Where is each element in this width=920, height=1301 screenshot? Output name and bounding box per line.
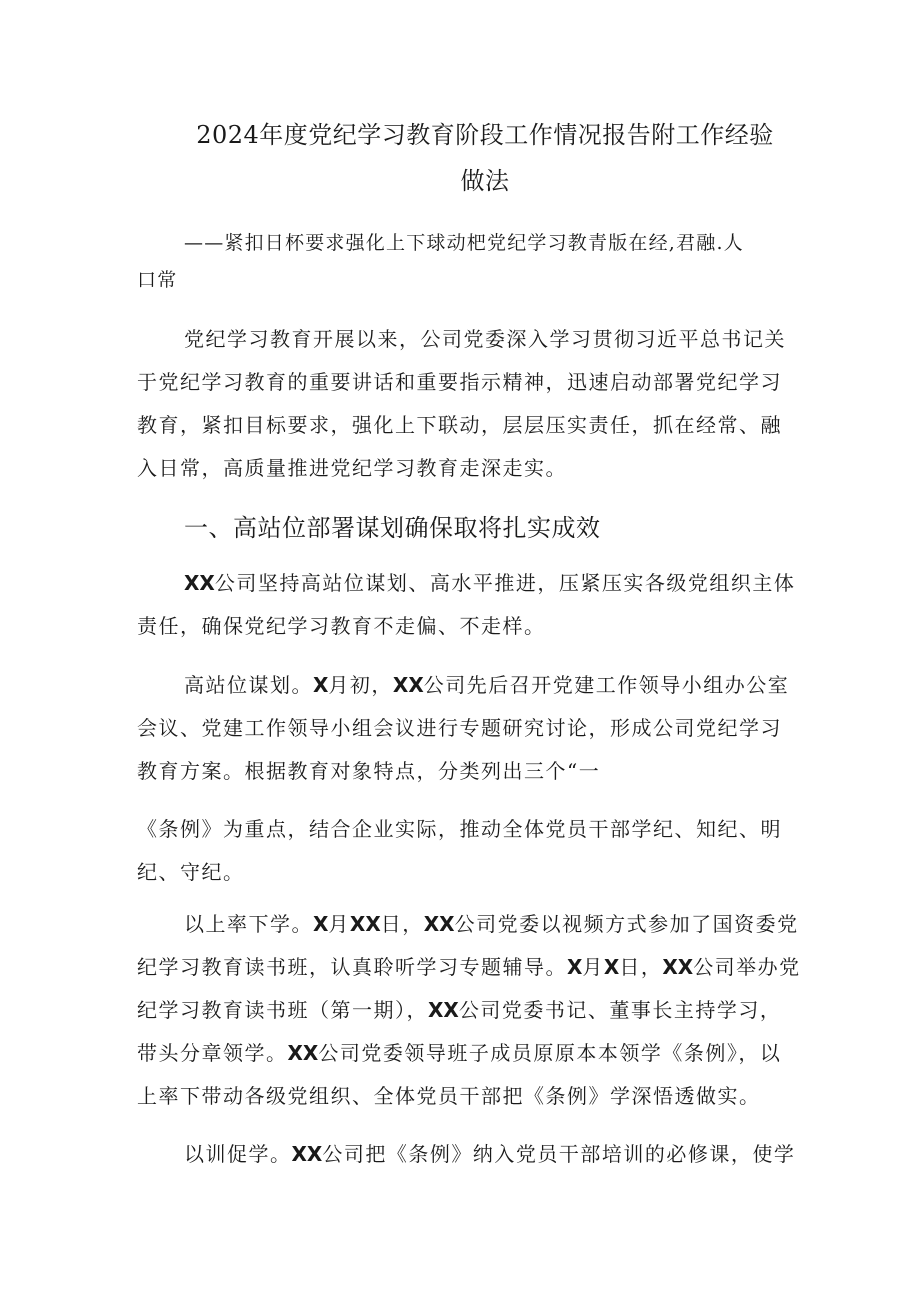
p4-line-3: 纪学习教育读书班（第一期），XX公司党委书记、董事长主持学习， bbox=[137, 998, 782, 1022]
section-heading-1: 一、高站位部署谋划确保取将扎实成效 bbox=[184, 514, 601, 542]
intro-line-1: 党纪学习教育开展以来，公司党委深入学习贯彻习近平总书记关 bbox=[184, 327, 786, 351]
p1-line-1: XX公司坚持高站位谋划、高水平推进，压紧压实各级党组织主体 bbox=[184, 571, 796, 595]
p2-line-1: 高站位谋划。X月初，XX公司先后召开党建工作领导小组办公室 bbox=[184, 673, 790, 697]
document-title-line-2: 做法 bbox=[460, 167, 510, 195]
intro-line-2: 于党纪学习教育的重要讲话和重要指示精神，迅速启动部署党纪学习 bbox=[137, 370, 782, 394]
p3-line-1: 《条例》为重点，结合企业实际，推动全体党员干部学纪、知纪、明 bbox=[137, 817, 782, 841]
intro-line-4: 入日常，高质量推进党纪学习教育走深走实。 bbox=[137, 456, 567, 480]
subtitle-line-1: ——紧扣日杯要求强化上下球动杷党纪学习教青版在经,君融.人 bbox=[184, 232, 744, 254]
subtitle-line-2: 口常 bbox=[137, 269, 178, 291]
p2-line-2: 会议、党建工作领导小组会议进行专题研究讨论，形成公司党纪学习 bbox=[137, 716, 782, 740]
document-title-line-1: 2024年度党纪学习教育阶段工作情况报告附工作经验 bbox=[196, 121, 774, 149]
p4-line-5: 上率下带动各级党组织、全体党员干部把《条例》学深悟透做实。 bbox=[137, 1084, 761, 1108]
p2-line-3: 教育方案。根据教育对象特点，分类列出三个“一 bbox=[137, 759, 601, 783]
p1-line-2: 责任，确保党纪学习教育不走偏、不走样。 bbox=[137, 614, 546, 638]
p4-line-4: 带头分章领学。XX公司党委领导班子成员原原本本领学《条例》，以 bbox=[137, 1041, 782, 1065]
p4-line-1: 以上率下学。X月XX日，XX公司党委以视频方式参加了国资委党 bbox=[184, 912, 799, 936]
intro-line-3: 教育，紧扣目标要求，强化上下联动，层层压实责任，抓在经常、融 bbox=[137, 413, 782, 437]
p3-line-2: 纪、守纪。 bbox=[137, 860, 245, 884]
p5-line-1: 以训促学。XX公司把《条例》纳入党员干部培训的必修课，使学 bbox=[184, 1142, 796, 1166]
p4-line-2: 纪学习教育读书班，认真聆听学习专题辅导。X月X日，XX公司举办党 bbox=[137, 955, 801, 979]
